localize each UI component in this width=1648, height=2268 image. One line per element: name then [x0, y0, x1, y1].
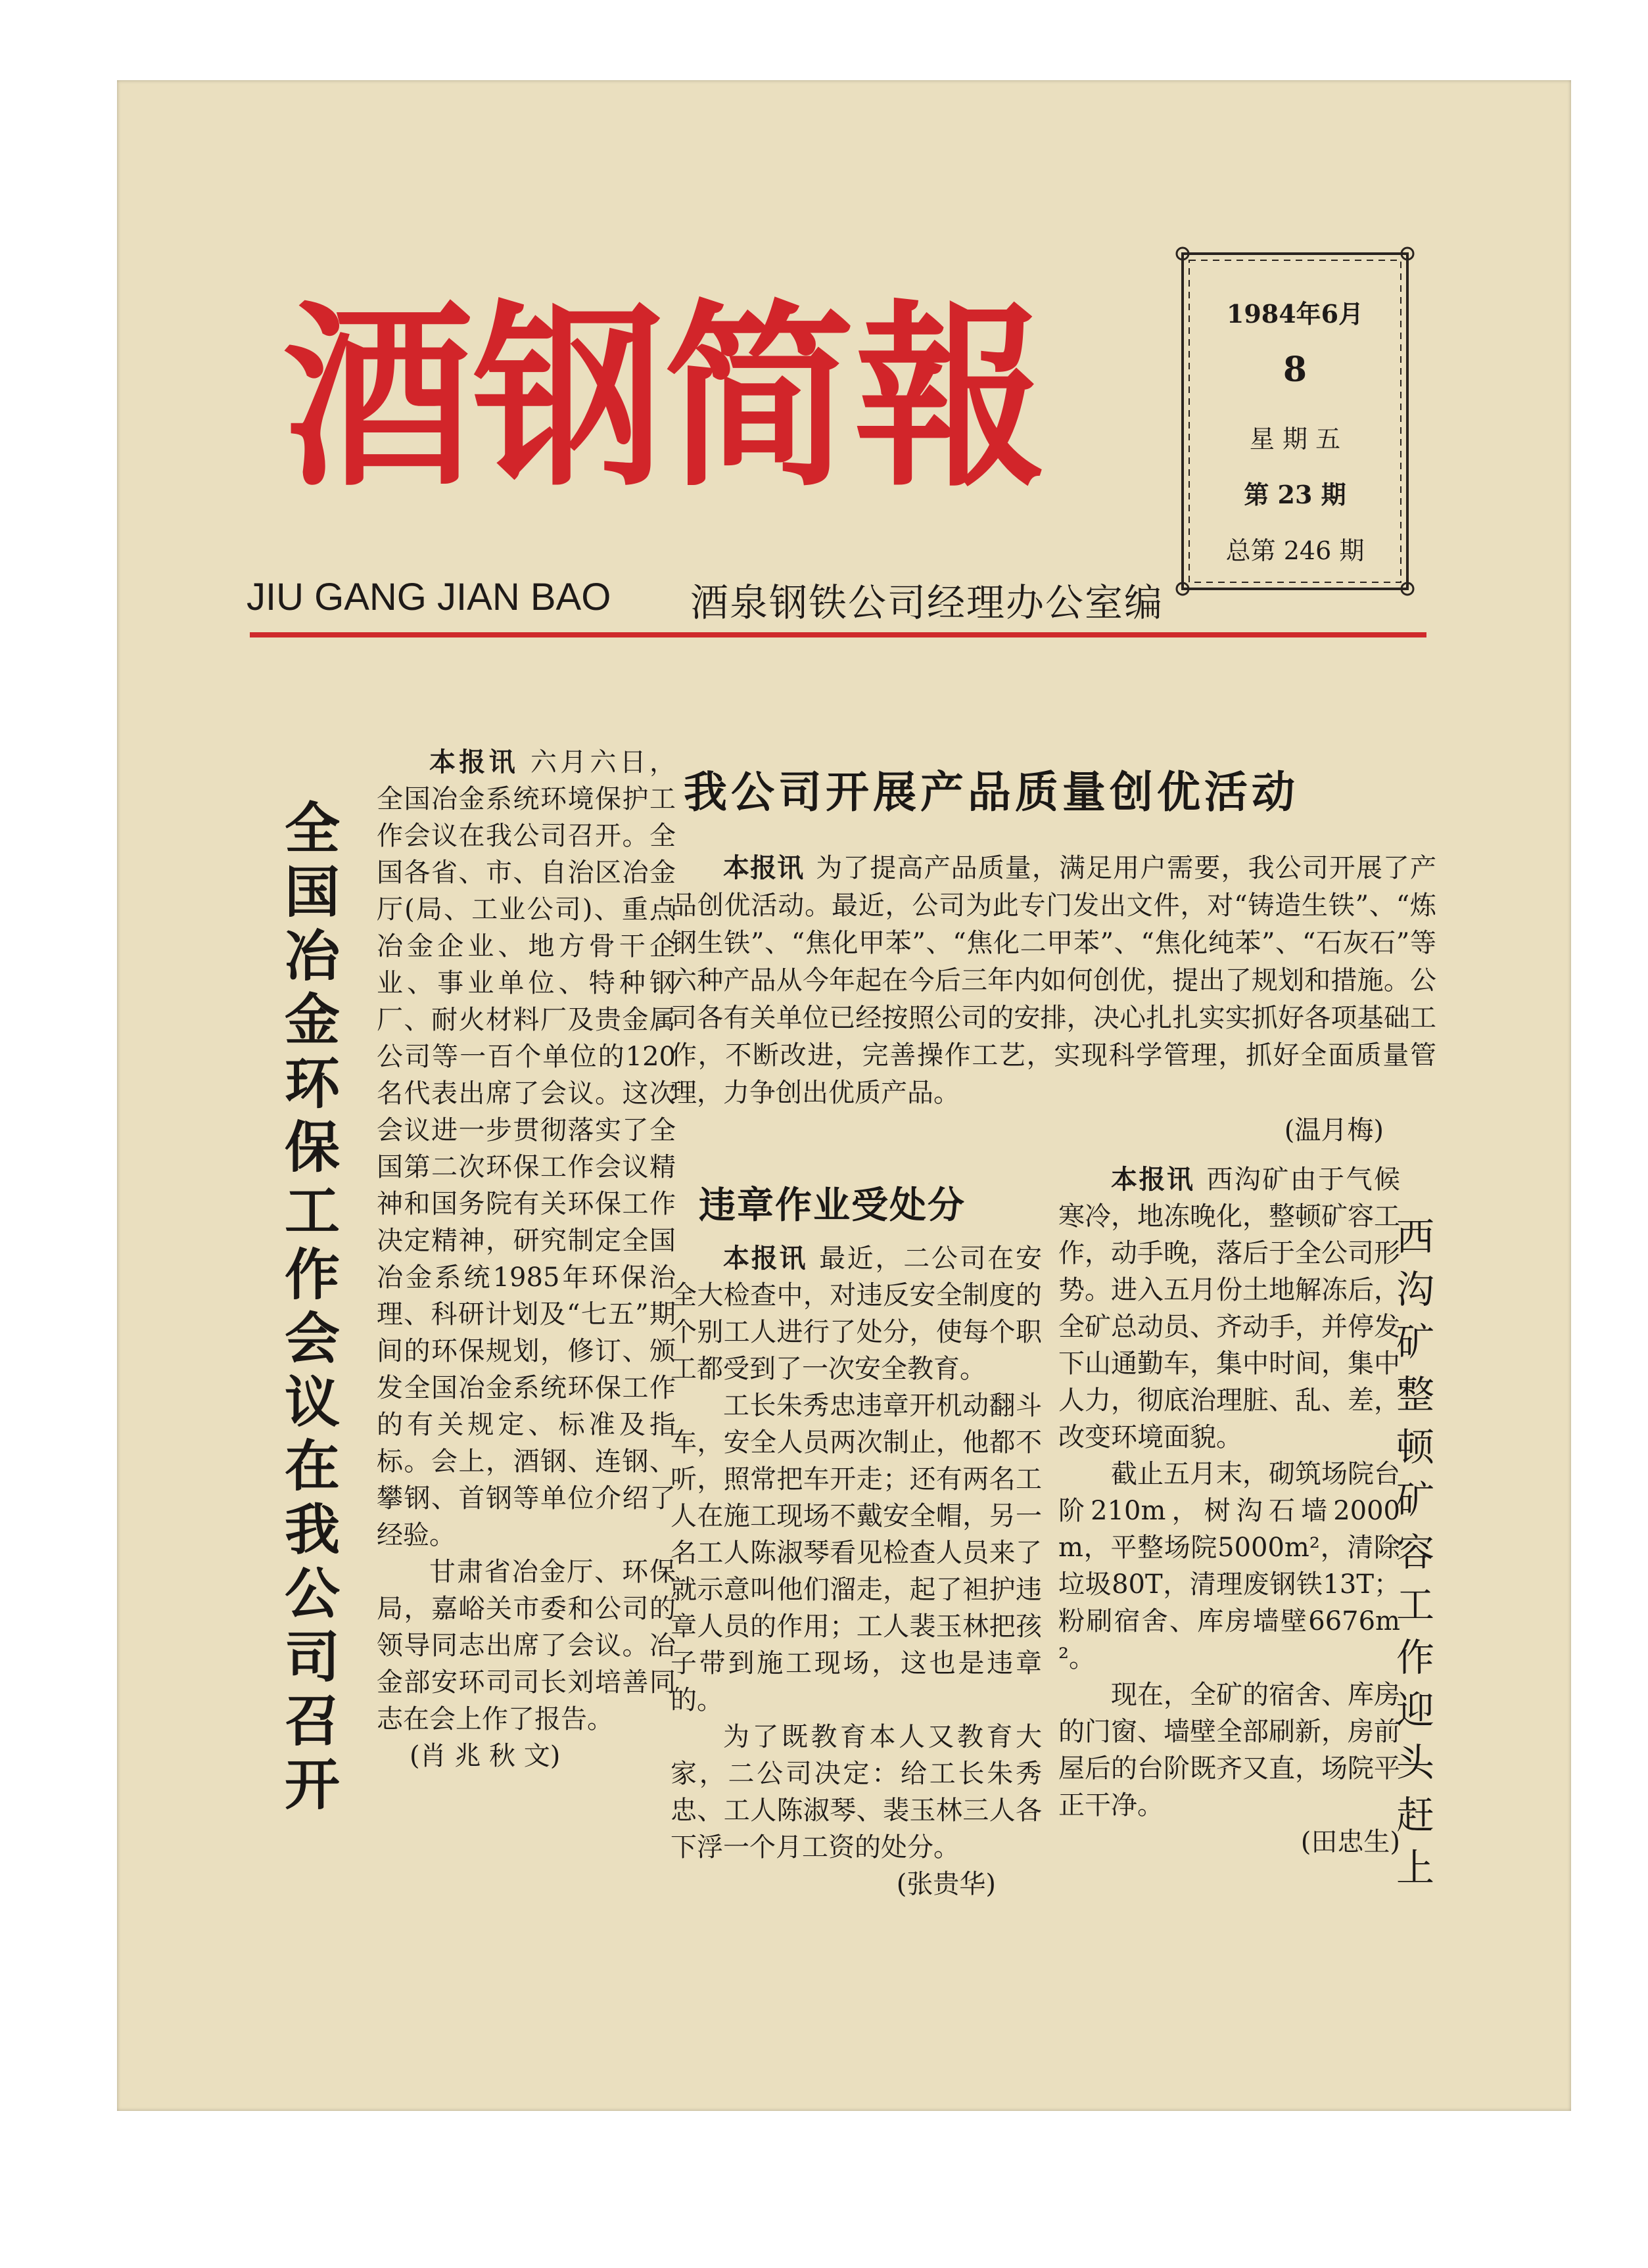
article1-body [377, 744, 676, 1774]
issue-number: 第 23 期 [1244, 480, 1346, 509]
article2-byline: (温月梅) [1284, 1115, 1384, 1146]
article3-byline: (张贵华) [896, 1869, 996, 1899]
article3-paragraph: 为了既教育本人又教育大家，二公司决定：给工长朱秀忠、工人陈淑琴、裴玉林三人各下浮一个月工资的处分。 [671, 1722, 1042, 1863]
article3-paragraph: 本报讯 最近，二公司在安全大检查中，对违反安全制度的个别工人进行了处分，使每个职工都受到了一次安全教育。 [671, 1243, 1043, 1384]
article1-paragraph: 本报讯 六月六日，全国冶金系统环境保护工作会议在我公司召开。全国各省、市、自治区冶金厅(局、工业公司)、重点冶金企业、地方骨干企业、事业单位、特种钢厂、耐火材料厂及贵金属公司等一百个单位的120名代表出席了会议。这次会议进一步贯彻落实了全国第二次环保工作会议精神和国务院有关环保工作决定精神，研究制定全国冶金系统1985年环保治理、科研计划及“七五”期间的环保规划，修订、颁发全国冶金系统环保工作的有关规定、标准及指标。会上，酒钢、连钢、攀钢、首钢等单位介绍了经验。 [377, 747, 676, 1550]
article4-lead: 本报讯 [1111, 1164, 1195, 1195]
article4-paragraph: 截止五月末，砌筑场院台阶210m，树沟石墙2000m，平整场院5000m²，清除垃圾80T，清理废钢铁13T；粉刷宿舍、库房墙壁6676m²。 [1058, 1459, 1400, 1673]
article1-paragraph: 甘肃省冶金厅、环保局，嘉峪关市委和公司的领导同志出席了会议。冶金部安环司司长刘培善同志在会上作了报告。 [377, 1557, 676, 1734]
article1-title: 全国冶金环保工作会议在我公司召开 [284, 796, 340, 1817]
newspaper-page [117, 80, 1571, 2111]
article2-lead: 本报讯 [723, 852, 805, 883]
masthead-title-text: 酒钢简報 [283, 281, 1045, 506]
article2-title: 我公司开展产品质量创优活动 [684, 766, 1299, 818]
article1-byline: (肖 兆 秋 文) [410, 1741, 561, 1771]
article4-paragraph: 本报讯 西沟矿由于气候寒冷，地冻晚化，整顿矿容工作，动手晚，落后于全公司形势。进入五月份土地解冻后，全矿总动员、齐动手，并停发下山通勤车，集中时间，集中人力，彻底治理脏、乱、差，改变环境面貌。 [1058, 1164, 1401, 1452]
article3-title: 违章作业受处分 [699, 1184, 966, 1227]
date-box [1173, 244, 1417, 598]
masthead-calligraphy [283, 269, 1045, 506]
article3-paragraph: 工长朱秀忠违章开机动翻斗车，安全人员两次制止，他都不听，照常把车开走；还有两名工人在施工现场不戴安全帽，另一名工人陈淑琴看见检查人员来了就示意叫他们溜走，起了袒护违章人员的作用；工人裴玉林把孩子带到施工现场，这也是违章的。 [671, 1391, 1042, 1715]
article3-lead: 本报讯 [723, 1243, 808, 1274]
masthead-pinyin: JIU GANG JIAN BAO [247, 576, 611, 618]
article2-paragraph: 本报讯 为了提高产品质量，满足用户需要，我公司开展了产品创优活动。最近，公司为此专门发出文件，对“铸造生铁”、“炼钢生铁”、“焦化甲苯”、“焦化二甲苯”、“焦化纯苯”、“石灰石”等六种产品从今年起在今后三年内如何创优，提出了规划和措施。公司各有关单位已经按照公司的安排，决心扎扎实实抓好各项基础工作，不断改进，完善操作工艺，实现科学管理，抓好全面质量管理，力争创出优质产品。 [671, 852, 1437, 1108]
article2-body [671, 849, 1436, 1149]
date-weekday: 星 期 五 [1249, 425, 1341, 453]
article3-body [671, 1240, 1042, 1903]
date-year-month: 1984年6月 [1226, 299, 1364, 329]
article4-title: 西沟矿整顿矿容工作迎头赶上 [1396, 1215, 1434, 1890]
masthead-rule [250, 632, 1426, 637]
masthead-title [283, 269, 1045, 506]
total-issue-number: 总第 246 期 [1225, 536, 1365, 565]
masthead-editor: 酒泉钢铁公司经理办公室编 [690, 580, 1164, 625]
article4-byline: (田忠生) [1300, 1827, 1400, 1857]
article4-paragraph: 现在，全矿的宿舍、库房的门窗、墙壁全部刷新，房前屋后的台阶既齐又直，场院平正干净。 [1058, 1680, 1400, 1820]
article1-lead: 本报讯 [429, 747, 519, 777]
article4-body [1058, 1161, 1400, 1861]
date-day: 8 [1283, 350, 1307, 390]
